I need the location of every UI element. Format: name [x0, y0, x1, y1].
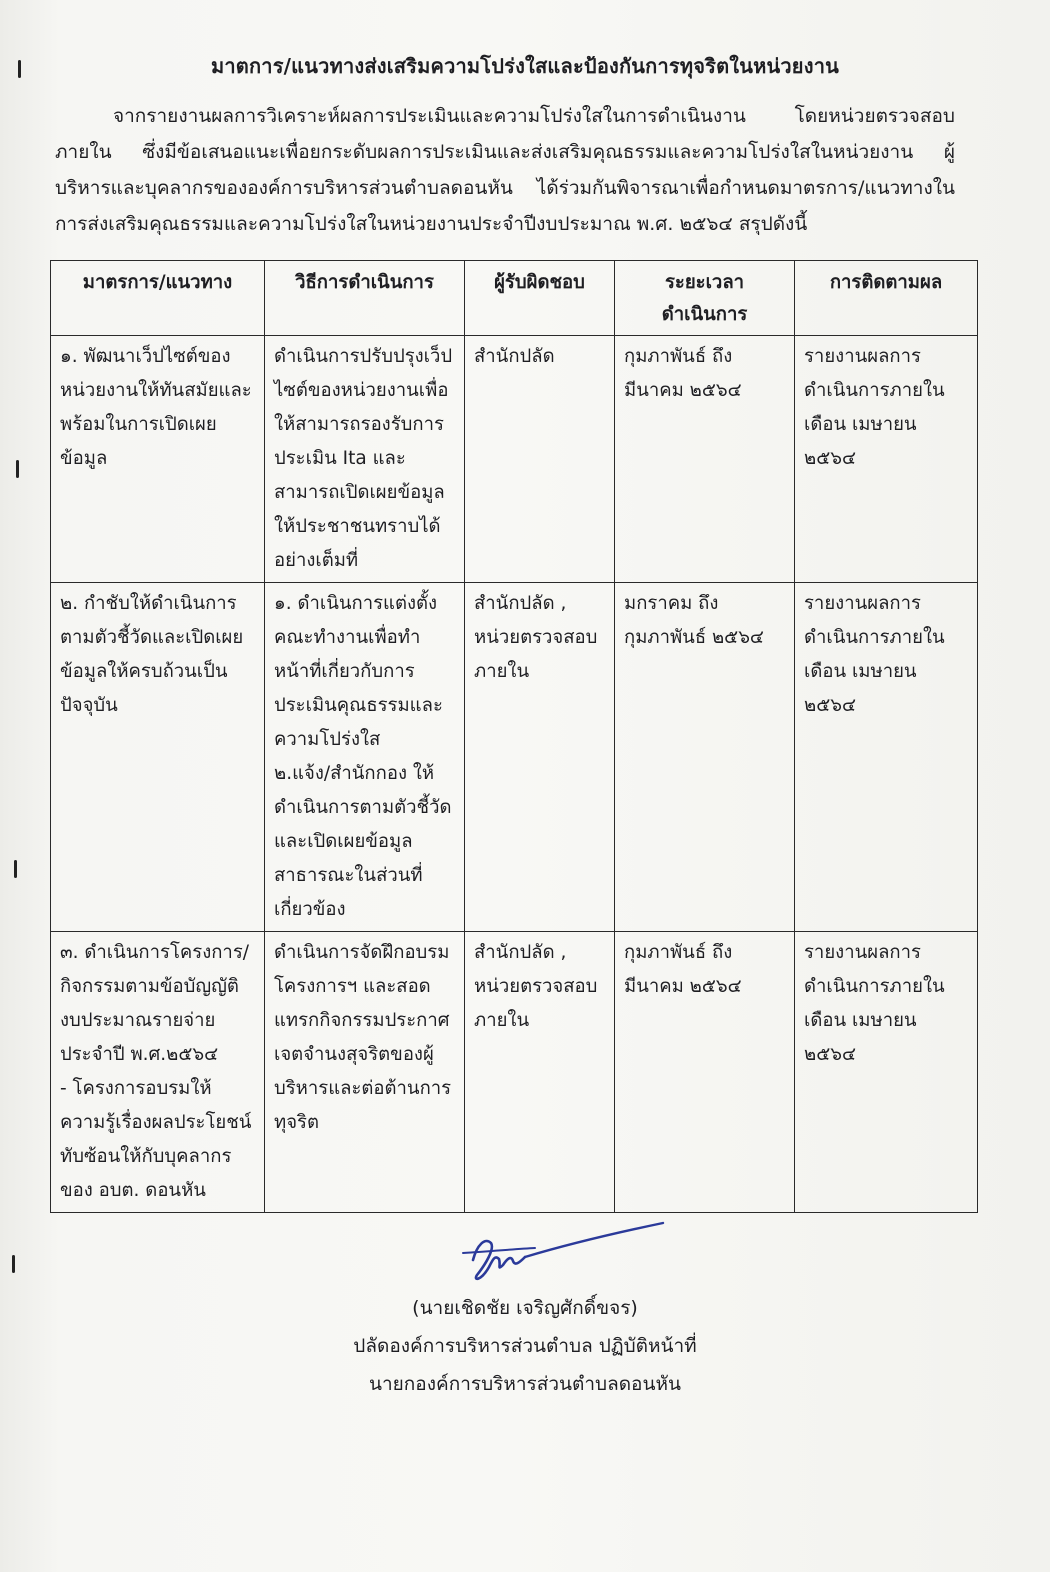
cell-measure: ๑. พัฒนาเว็ปไซต์ของหน่วยงานให้ทันสมัยและพร้อมในการเปิดเผยข้อมูล — [51, 336, 265, 583]
cell-responsible: สำนักปลัด , หน่วยตรวจสอบภายใน — [465, 583, 615, 932]
cell-period: มกราคม ถึง กุมภาพันธ์ ๒๕๖๔ — [615, 583, 795, 932]
handwritten-signature — [455, 1215, 675, 1295]
header-followup: การติดตามผล — [795, 261, 978, 336]
header-period: ระยะเวลา ดำเนินการ — [615, 261, 795, 336]
signatory-name: (นายเชิดชัย เจริญศักดิ์ขจร) — [412, 1297, 638, 1319]
measures-table — [50, 260, 978, 1213]
table-row — [51, 336, 978, 583]
header-method: วิธีการดำเนินการ — [265, 261, 465, 336]
cell-followup: รายงานผลการดำเนินการภายในเดือน เมษายน ๒๕๖๔ — [795, 932, 978, 1213]
cell-period: กุมภาพันธ์ ถึง มีนาคม ๒๕๖๔ — [615, 336, 795, 583]
binder-hole-mark — [16, 460, 19, 478]
cell-followup: รายงานผลการดำเนินการภายในเดือน เมษายน ๒๕๖๔ — [795, 336, 978, 583]
signatory-position-line1: ปลัดองค์การบริหารส่วนตำบล ปฏิบัติหน้าที่ — [353, 1335, 697, 1357]
header-responsible: ผู้รับผิดชอบ — [465, 261, 615, 336]
cell-method: ๑. ดำเนินการแต่งตั้งคณะทำงานเพื่อทำหน้าที่เกี่ยวกับการประเมินคุณธรรมและความโปร่งใส ๒.แจ้ง/สำนักกอง ให้ดำเนินการตามตัวชี้วัดและเปิดเผยข้อมูลสาธารณะในส่วนที่เกี่ยวข้อง — [265, 583, 465, 932]
table-header-row — [51, 261, 978, 336]
cell-responsible: สำนักปลัด , หน่วยตรวจสอบภายใน — [465, 932, 615, 1213]
cell-followup: รายงานผลการดำเนินการภายในเดือน เมษายน ๒๕๖๔ — [795, 583, 978, 932]
binder-hole-mark — [14, 860, 17, 878]
signatory-position-line2: นายกองค์การบริหารส่วนตำบลดอนหัน — [369, 1373, 681, 1395]
table-row — [51, 583, 978, 932]
intro-paragraph: จากรายงานผลการวิเคราะห์ผลการประเมินและความโปร่งใสในการดำเนินงาน โดยหน่วยตรวจสอบภายใน ซึ่งมีข้อเสนอแนะเพื่อยกระดับผลการประเมินและส่งเสริมคุณธรรมและความโปร่งใสในหน่วยงาน ผู้บริหารและบุคลากรขององค์การบริหารส่วนตำบลดอนหัน ได้ร่วมกันพิจารณาเพื่อกำหนดมาตรการ/แนวทางในการส่งเสริมคุณธรรมและความโปร่งใสในหน่วยงานประจำปีงบประมาณ พ.ศ. ๒๕๖๔ สรุปดังนี้ — [55, 105, 955, 235]
cell-measure: ๓. ดำเนินการโครงการ/กิจกรรมตามข้อบัญญัติงบประมาณรายจ่ายประจำปี พ.ศ.๒๕๖๔ - โครงการอบรมให้ความรู้เรื่องผลประโยชน์ทับซ้อนให้กับบุคลากรของ อบต. ดอนหัน — [51, 932, 265, 1213]
document-title: มาตการ/แนวทางส่งเสริมความโปร่งใสและป้องกันการทุจริตในหน่วยงาน — [210, 54, 839, 78]
cell-method: ดำเนินการปรับปรุงเว็ปไซต์ของหน่วยงานเพื่อให้สามารถรองรับการประเมิน Ita และสามารถเปิดเผยข้อมูลให้ประชาชนทราบได้อย่างเต็มที่ — [265, 336, 465, 583]
cell-responsible: สำนักปลัด — [465, 336, 615, 583]
cell-measure: ๒. กำชับให้ดำเนินการตามตัวชี้วัดและเปิดเผยข้อมูลให้ครบถ้วนเป็นปัจจุบัน — [51, 583, 265, 932]
cell-period: กุมภาพันธ์ ถึง มีนาคม ๒๕๖๔ — [615, 932, 795, 1213]
header-measure: มาตรการ/แนวทาง — [51, 261, 265, 336]
table-row — [51, 932, 978, 1213]
cell-method: ดำเนินการจัดฝึกอบรมโครงการฯ และสอดแทรกกิจกรรมประกาศเจตจำนงสุจริตของผู้บริหารและต่อต้านการทุจริต — [265, 932, 465, 1213]
binder-hole-mark — [12, 1255, 15, 1273]
